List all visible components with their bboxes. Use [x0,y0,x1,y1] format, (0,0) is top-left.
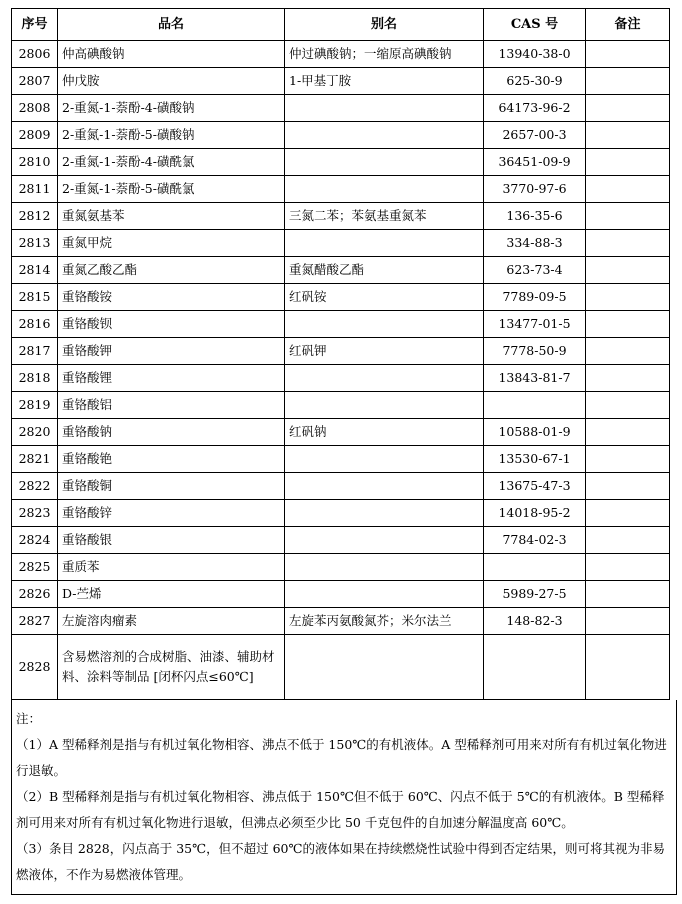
cell-alias: 红矾铵 [285,284,484,311]
cell-seq: 2824 [12,527,58,554]
cell-seq: 2808 [12,95,58,122]
cell-seq: 2826 [12,581,58,608]
table-body [12,41,670,700]
cell-alias [285,500,484,527]
table-row [12,311,670,338]
cell-cas: 64173-96-2 [484,95,586,122]
cell-cas: 148-82-3 [484,608,586,635]
cell-seq: 2814 [12,257,58,284]
table-row [12,257,670,284]
cell-alias: 红矾钾 [285,338,484,365]
cell-cas: 3770-97-6 [484,176,586,203]
cell-name: 2-重氮-1-萘酚-5-磺酰氯 [58,176,285,203]
cell-cas: 5989-27-5 [484,581,586,608]
cell-cas [484,635,586,700]
cell-seq: 2820 [12,419,58,446]
cell-name: 仲戊胺 [58,68,285,95]
cell-remark [586,527,670,554]
table-row [12,122,670,149]
cell-name: 重氮氨基苯 [58,203,285,230]
cell-cas: 136-35-6 [484,203,586,230]
table-header-row [12,9,670,41]
cell-name: 重铬酸锂 [58,365,285,392]
cell-seq: 2810 [12,149,58,176]
cell-alias [285,176,484,203]
cell-alias [285,581,484,608]
cell-remark [586,68,670,95]
cell-name: 重铬酸钡 [58,311,285,338]
cell-remark [586,257,670,284]
notes-title: 注： [16,711,42,726]
cell-cas: 623-73-4 [484,257,586,284]
cell-name: 仲高碘酸钠 [58,41,285,68]
cell-name: 重氮乙酸乙酯 [58,257,285,284]
cell-cas: 625-30-9 [484,68,586,95]
cell-cas: 13940-38-0 [484,41,586,68]
cell-cas: 13675-47-3 [484,473,586,500]
cell-cas: 13843-81-7 [484,365,586,392]
cell-seq: 2822 [12,473,58,500]
cell-remark [586,149,670,176]
cell-name: 2-重氮-1-萘酚-4-磺酰氯 [58,149,285,176]
table-row [12,392,670,419]
cell-name: 含易燃溶剂的合成树脂、油漆、辅助材料、涂料等制品 [闭杯闪点≤60℃] [58,635,285,700]
cell-remark [586,581,670,608]
cell-cas: 7784-02-3 [484,527,586,554]
cell-seq: 2828 [12,635,58,700]
cell-cas: 36451-09-9 [484,149,586,176]
cell-cas: 7778-50-9 [484,338,586,365]
cell-alias: 左旋苯丙氨酸氮芥；米尔法兰 [285,608,484,635]
chemical-table [11,8,670,700]
table-row [12,500,670,527]
table-row [12,95,670,122]
cell-alias [285,230,484,257]
cell-cas: 14018-95-2 [484,500,586,527]
cell-seq: 2812 [12,203,58,230]
cell-alias [285,446,484,473]
note-item: （3）条目 2828，闪点高于 35℃，但不超过 60℃的液体如果在持续燃烧性试验中得到否定结果，则可将其视为非易燃液体，不作为易燃液体管理。 [16,841,665,882]
table-row [12,176,670,203]
cell-remark [586,635,670,700]
cell-remark [586,338,670,365]
cell-alias [285,392,484,419]
cell-seq: 2818 [12,365,58,392]
cell-alias [285,149,484,176]
table-row [12,419,670,446]
table-row [12,554,670,581]
table-row [12,203,670,230]
header-seq: 序号 [12,9,58,41]
cell-seq: 2815 [12,284,58,311]
cell-remark [586,311,670,338]
cell-remark [586,392,670,419]
cell-name: D-苎烯 [58,581,285,608]
cell-seq: 2819 [12,392,58,419]
table-row [12,527,670,554]
cell-cas: 10588-01-9 [484,419,586,446]
header-alias: 别名 [285,9,484,41]
cell-seq: 2817 [12,338,58,365]
cell-remark [586,365,670,392]
cell-remark [586,284,670,311]
cell-cas: 2657-00-3 [484,122,586,149]
cell-seq: 2816 [12,311,58,338]
cell-seq: 2823 [12,500,58,527]
document-page [11,8,669,895]
table-row [12,365,670,392]
cell-alias: 仲过碘酸钠；一缩原高碘酸钠 [285,41,484,68]
cell-alias: 1-甲基丁胺 [285,68,484,95]
table-row [12,284,670,311]
cell-alias [285,122,484,149]
cell-name: 重铬酸铝 [58,392,285,419]
cell-alias: 重氮醋酸乙酯 [285,257,484,284]
cell-name: 2-重氮-1-萘酚-4-磺酸钠 [58,95,285,122]
table-row [12,608,670,635]
cell-cas: 13530-67-1 [484,446,586,473]
header-remark: 备注 [586,9,670,41]
cell-remark [586,554,670,581]
cell-cas: 334-88-3 [484,230,586,257]
cell-alias [285,311,484,338]
cell-remark [586,122,670,149]
table-row [12,230,670,257]
header-name: 品名 [58,9,285,41]
table-row [12,473,670,500]
cell-seq: 2825 [12,554,58,581]
cell-alias [285,527,484,554]
cell-remark [586,95,670,122]
cell-name: 左旋溶肉瘤素 [58,608,285,635]
cell-name: 重铬酸铯 [58,446,285,473]
cell-name: 重质苯 [58,554,285,581]
table-row [12,635,670,700]
table-row [12,581,670,608]
cell-alias [285,554,484,581]
cell-cas: 7789-09-5 [484,284,586,311]
note-item: （1）A 型稀释剂是指与有机过氧化物相容、沸点不低于 150℃的有机液体。A 型稀释剂可用来对所有有机过氧化物进行退敏。 [16,737,667,778]
cell-cas [484,392,586,419]
cell-remark [586,608,670,635]
cell-name: 重铬酸钾 [58,338,285,365]
cell-seq: 2811 [12,176,58,203]
table-row [12,68,670,95]
cell-seq: 2813 [12,230,58,257]
table-row [12,446,670,473]
cell-remark [586,176,670,203]
cell-name: 重铬酸锌 [58,500,285,527]
cell-remark [586,230,670,257]
cell-name: 重氮甲烷 [58,230,285,257]
cell-remark [586,203,670,230]
cell-name: 重铬酸铵 [58,284,285,311]
cell-name: 重铬酸钠 [58,419,285,446]
cell-remark [586,500,670,527]
table-row [12,149,670,176]
cell-remark [586,473,670,500]
notes-section [11,700,677,895]
cell-seq: 2809 [12,122,58,149]
header-cas: CAS 号 [484,9,586,41]
cell-seq: 2821 [12,446,58,473]
cell-seq: 2806 [12,41,58,68]
cell-remark [586,446,670,473]
cell-name: 重铬酸银 [58,527,285,554]
cell-seq: 2827 [12,608,58,635]
cell-cas: 13477-01-5 [484,311,586,338]
cell-alias [285,365,484,392]
note-item: （2）B 型稀释剂是指与有机过氧化物相容、沸点低于 150℃但不低于 60℃、闪点不低于 5℃的有机液体。B 型稀释剂可用来对所有有机过氧化物进行退敏，但沸点必须至少比 50 千克包件的自加速分解温度高 60℃。 [16,789,665,830]
cell-alias: 红矾钠 [285,419,484,446]
cell-alias [285,95,484,122]
table-row [12,41,670,68]
cell-seq: 2807 [12,68,58,95]
cell-alias [285,635,484,700]
cell-alias: 三氮二苯；苯氨基重氮苯 [285,203,484,230]
cell-cas [484,554,586,581]
cell-remark [586,41,670,68]
cell-name: 重铬酸铜 [58,473,285,500]
cell-alias [285,473,484,500]
cell-name: 2-重氮-1-萘酚-5-磺酸钠 [58,122,285,149]
cell-remark [586,419,670,446]
table-row [12,338,670,365]
